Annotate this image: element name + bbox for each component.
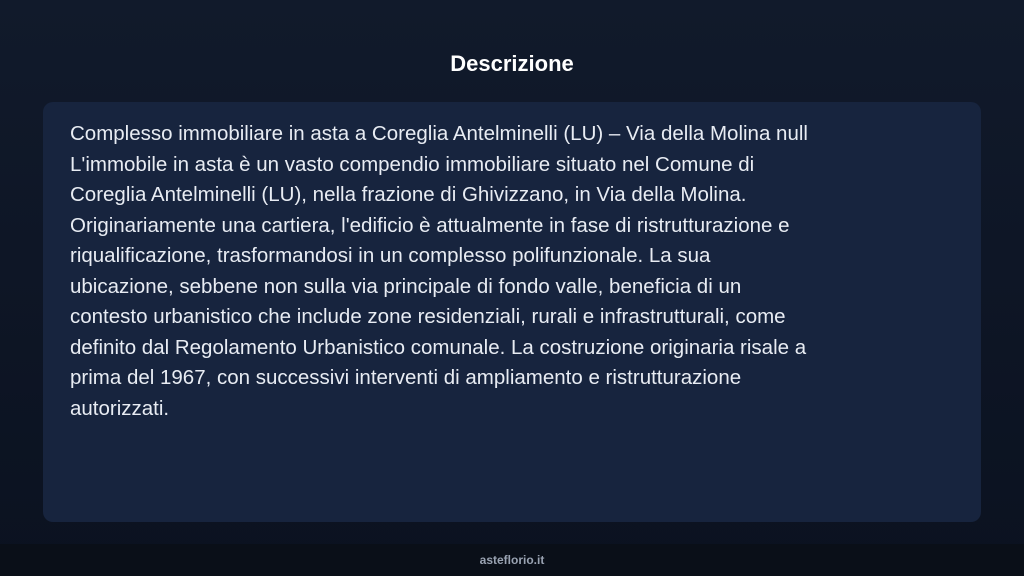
description-text: Complesso immobiliare in asta a Coreglia Antelminelli (LU) – Via della Molina null L'immobile in asta è un vasto compendio immobiliare situato nel Comune di Coreglia Antelminelli (LU), nella frazione di Ghivizzano, in Via della Molina. Originariamente una cartiera, l'edificio è attualmente in fase di ristrutturazione e riqualificazione, trasformandosi in un complesso polifunzionale. La sua ubicazione, sebbene non sulla via principale di fondo valle, beneficia di un contesto urbanistico che include zone residenziali, rurali e infrastrutturali, come definito dal Regolamento Urbanistico comunale. La costruzione originaria risale a prima del 1967, con successivi interventi di ampliamento e ristrutturazione autorizzati.	[70, 122, 808, 420]
footer-brand-link[interactable]: asteflorio.it	[479, 553, 545, 567]
description-card	[43, 102, 981, 522]
footer-bar	[0, 544, 1024, 576]
page-title: Descrizione	[450, 51, 574, 76]
